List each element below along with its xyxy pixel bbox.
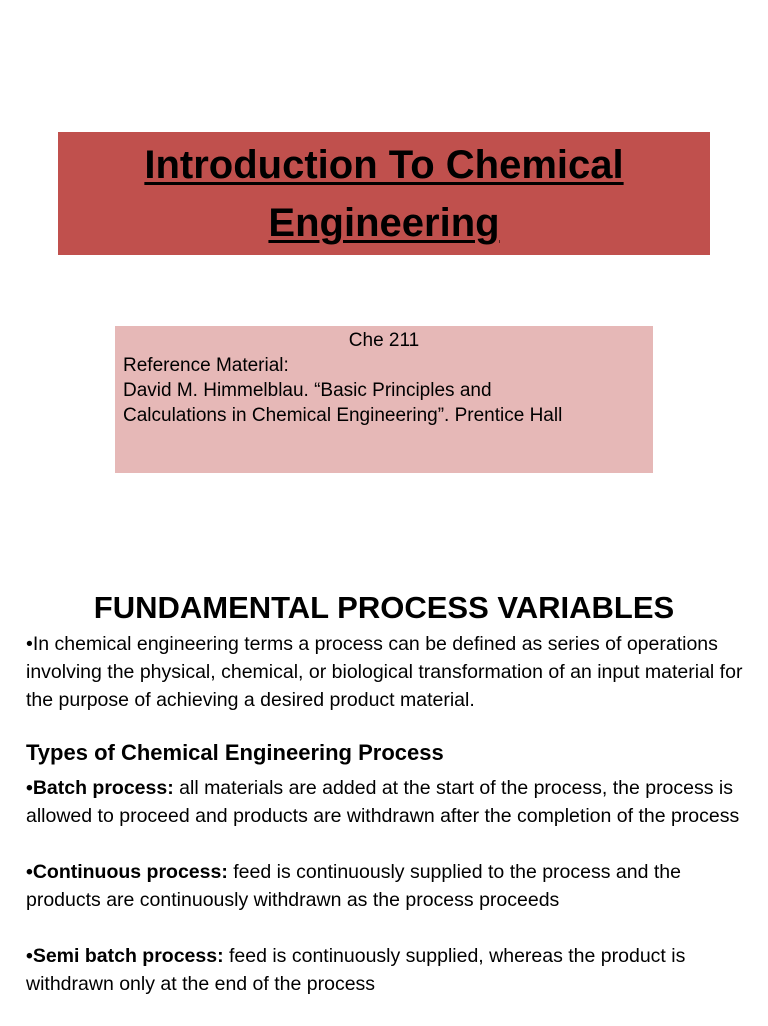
- types-heading: Types of Chemical Engineering Process: [26, 740, 444, 765]
- process-item-continuous: [26, 858, 746, 914]
- section-heading: FUNDAMENTAL PROCESS VARIABLES: [93, 590, 675, 625]
- page-title: Introduction To Chemical Engineering: [144, 142, 624, 245]
- reference-citation-line-1: David M. Himmelblau. “Basic Principles and: [123, 380, 492, 401]
- course-code: Che 211: [348, 330, 420, 351]
- process-description: all materials are added at the start of the process, the process is allowed to proceed and products are withdrawn after the completion of the process: [26, 777, 740, 827]
- reference-label: Reference Material:: [123, 355, 289, 376]
- process-term: Continuous process:: [32, 861, 228, 883]
- process-bullet: •: [26, 945, 33, 967]
- process-term: Semi batch process:: [32, 945, 224, 967]
- title-banner: [58, 132, 710, 255]
- process-bullet: •: [26, 777, 33, 799]
- reference-box: [115, 326, 653, 473]
- process-item-semi-batch: [26, 942, 746, 998]
- reference-citation-line-2: Calculations in Chemical Engineering”. Prentice Hall: [123, 405, 563, 426]
- section-content: [26, 630, 746, 1026]
- process-bullet: •: [26, 861, 33, 883]
- process-term: Batch process:: [32, 777, 174, 799]
- process-item-batch: [26, 774, 746, 830]
- intro-paragraph: •In chemical engineering terms a process can be defined as series of operations involving the physical, chemical, or biological transformation of an input material for the purpose of achieving a desired product material.: [26, 633, 743, 711]
- process-description: feed is continuously supplied to the process and the products are continuously withdrawn as the process proceeds: [26, 861, 681, 911]
- process-description: feed is continuously supplied, whereas the product is withdrawn only at the end of the process: [26, 945, 686, 995]
